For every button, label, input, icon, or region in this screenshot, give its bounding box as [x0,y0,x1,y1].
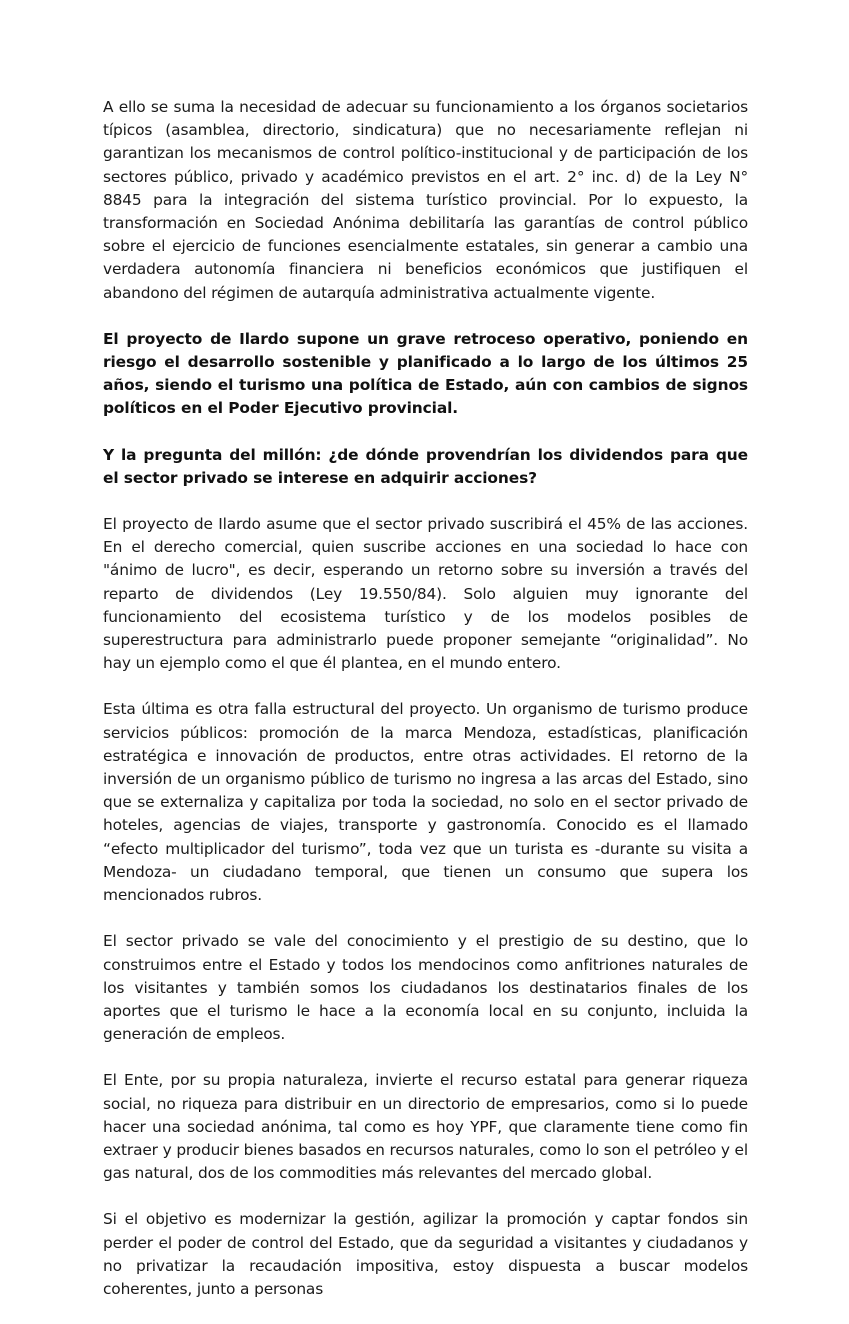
paragraph-prestigio-destino: El sector privado se vale del conocimiento y el prestigio de su destino, que lo construimos entre el Estado y todos los mendocinos como anfitriones naturales de los visitantes y también somos los ciudadanos los destinatarios finales de los aportes que el turismo le hace a la economía local en su conjunto, incluida la generación de empleos. [103,932,748,1044]
paragraph-modernizar-gestion: Si el objetivo es modernizar la gestión, agilizar la promoción y captar fondos sin perder el poder de control del Estado, que da seguridad a visitantes y ciudadanos y no privatizar la recaudación impositiva, estoy dispuesta a buscar modelos coherentes, junto a personas [103,1210,748,1298]
paragraph-ente-naturaleza: El Ente, por su propia naturaleza, invierte el recurso estatal para generar riqueza social, no riqueza para distribuir en un directorio de empresarios, como si lo puede hacer una sociedad anónima, tal como es hoy YPF, que claramente tiene como fin extraer y producir bienes basados en recursos naturales, como lo son el petróleo y el gas natural, dos de los commodities más relevantes del mercado global. [103,1071,748,1183]
paragraph-pregunta-dividendos: Y la pregunta del millón: ¿de dónde provendrían los dividendos para que el sector privado se interese en adquirir acciones? [103,445,748,487]
paragraph-organos-societarios: A ello se suma la necesidad de adecuar su funcionamiento a los órganos societarios típicos (asamblea, directorio, sindicatura) que no necesariamente reflejan ni garantizan los mecanismos de control político-institucional y de participación de los sectores público, privado y académico previstos en el art. 2° inc. d) de la Ley N° 8845 para la integración del sistema turístico provincial. Por lo expuesto, la transformación en Sociedad Anónima debilitaría las garantías de control público sobre el ejercicio de funciones esencialmente estatales, sin generar a cambio una verdadera autonomía financiera ni beneficios económicos que justifiquen el abandono del régimen de autarquía administrativa actualmente vigente. [103,98,748,302]
paragraph-retroceso-operativo: El proyecto de Ilardo supone un grave retroceso operativo, poniendo en riesgo el desarrollo sostenible y planificado a lo largo de los últimos 25 años, siendo el turismo una política de Estado, aún con cambios de signos políticos en el Poder Ejecutivo provincial. [103,329,748,418]
paragraph-falla-estructural: Esta última es otra falla estructural del proyecto. Un organismo de turismo produce servicios públicos: promoción de la marca Mendoza, estadísticas, planificación estratégica e innovación de productos, entre otras actividades. El retorno de la inversión de un organismo público de turismo no ingresa a las arcas del Estado, sino que se externaliza y capitaliza por toda la sociedad, no solo en el sector privado de hoteles, agencias de viajes, transporte y gastronomía. Conocido es el llamado “efecto multiplicador del turismo”, toda vez que un turista es -durante su visita a Mendoza- un ciudadano temporal, que tienen un consumo que supera los mencionados rubros. [103,700,748,905]
document-page [103,96,748,1324]
paragraph-sector-privado-acciones: El proyecto de Ilardo asume que el sector privado suscribirá el 45% de las acciones. En el derecho comercial, quien suscribe acciones en una sociedad lo hace con "ánimo de lucro", es decir, esperando un retorno sobre su inversión a través del reparto de dividendos (Ley 19.550/84). Solo alguien muy ignorante del funcionamiento del ecosistema turístico y de los modelos posibles de superestructura para administrarlo puede proponer semejante “originalidad”. No hay un ejemplo como el que él plantea, en el mundo entero. [103,515,748,673]
